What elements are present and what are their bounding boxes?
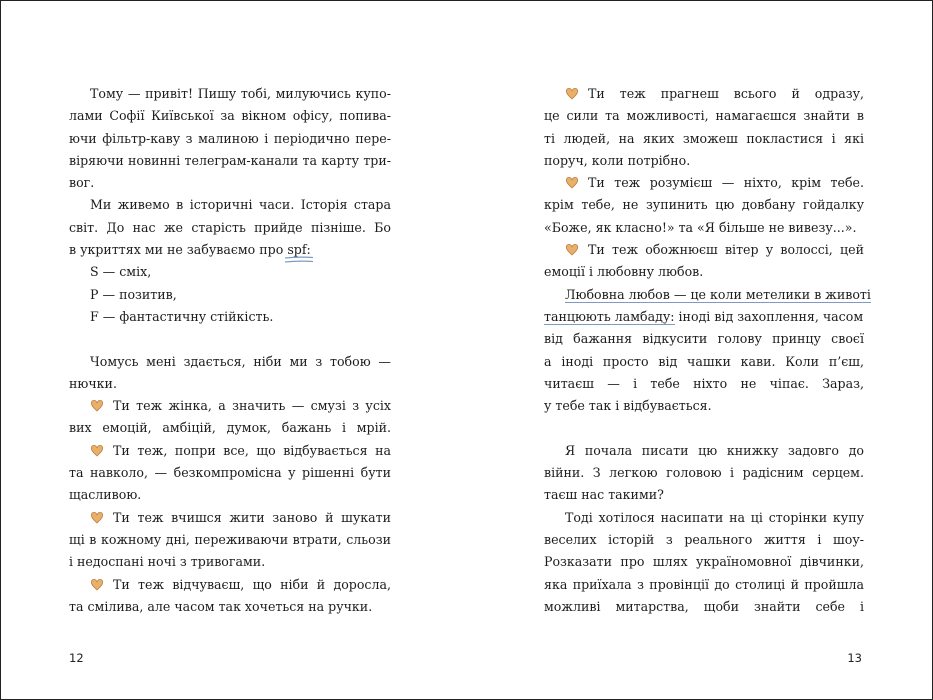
text-line: Тоді хотілося насипати на ці сторінки купу xyxy=(565,509,864,525)
heart-icon xyxy=(90,444,104,457)
text-fragment: Ти теж розумієш — ніхто, крім тебе. xyxy=(588,175,864,191)
text-fragment: spf: xyxy=(287,242,311,258)
text-line: емоції і любовну любов. xyxy=(544,264,704,280)
text-line: від бажання відкусити голову принцу своєї xyxy=(544,331,864,347)
text-fragment: Ти теж обожнюєш вітер у волоссі, цей xyxy=(588,242,864,258)
bullet-line xyxy=(544,83,864,105)
double-underline-icon xyxy=(284,256,314,264)
blank-line xyxy=(69,328,391,350)
text-line: та навколо, — безкомпромісна у рішенні бути xyxy=(69,465,391,481)
text-line: щі в кожному дні, переживаючи втрати, сльози xyxy=(69,531,391,547)
text-fragment: іноді від захоплення, часом xyxy=(674,308,864,324)
text-line: віряючи новинні телеграм-канали та карту три- xyxy=(69,152,391,168)
text-line: P — позитив, xyxy=(90,286,177,302)
text-line: світ. До нас же старість прийде пізніше. Бо xyxy=(69,219,391,235)
bullet-line xyxy=(69,507,391,529)
text-line: і недоспані ночі з тривогами. xyxy=(69,554,266,570)
text-line: Тому — привіт! Пишу тобі, милуючись купо- xyxy=(90,86,391,101)
text-line: таєш нас такими? xyxy=(544,487,664,503)
left-page-text xyxy=(69,83,391,618)
bullet-line xyxy=(69,395,391,417)
text-line: крім тебе, не зупинить цю довбану гойдалку xyxy=(544,197,864,213)
heart-icon xyxy=(565,243,579,256)
text-line: «Боже, як класно!» та «Я більше не вивезу...». xyxy=(544,219,857,235)
heart-icon xyxy=(565,176,579,189)
text-line xyxy=(544,306,864,328)
text-fragment: Ти теж вчишся жити заново й шукати xyxy=(113,509,391,525)
text-line: поруч, коли потрібно. xyxy=(544,152,691,168)
text-line: вог. xyxy=(69,175,95,191)
heart-icon xyxy=(90,578,104,591)
text-fragment: Ти теж, попри все, що відбувається на xyxy=(113,442,391,458)
text-line: нючки. xyxy=(69,375,117,391)
text-line: ючи фільтр-каву з малиною і періодично пере- xyxy=(69,130,391,146)
text-line xyxy=(69,239,391,261)
right-page xyxy=(467,1,932,699)
text-line: війни. З легкою головою і радісним серцем. xyxy=(544,465,864,481)
page-number: 13 xyxy=(847,651,862,665)
text-line: Чомусь мені здається, ніби ми з тобою — xyxy=(90,353,391,369)
underlined-text: Любовна любов — це коли метелики в животі xyxy=(565,286,871,302)
text-line: Розказати про шлях україномовної дівчинки, xyxy=(544,554,864,570)
blank-line xyxy=(544,417,864,439)
text-line: читаєш — і тебе ніхто не чіпає. Зараз, xyxy=(544,375,864,391)
text-fragment: Ти теж відчуваєш, що ніби й доросла, xyxy=(113,576,391,592)
text-line: яка приїхала з провінції до столиці й пройшла xyxy=(544,576,864,592)
text-line: можливі митарства, щоби знайти себе і xyxy=(544,598,864,614)
text-line: веселих історій з реального життя і шоу- xyxy=(544,531,864,547)
text-line: Я почала писати цю книжку задовго до xyxy=(565,442,864,458)
text-line: вих емоцій, амбіцій, думок, бажань і мрій. xyxy=(69,420,391,436)
bullet-line xyxy=(544,239,864,261)
text-line: ті людей, на яких зможеш покластися і які xyxy=(544,130,864,146)
page-number: 12 xyxy=(69,651,84,665)
text-line: F — фантастичну стійкість. xyxy=(90,308,274,324)
text-fragment: в укриттях ми не забуваємо про xyxy=(69,242,288,258)
underlined-line xyxy=(544,284,871,306)
bullet-line xyxy=(544,172,864,194)
text-line: лами Софії Київської за вікном офісу, попива- xyxy=(69,108,391,124)
left-page xyxy=(1,1,467,699)
text-line: у тебе так і відбувається. xyxy=(544,398,712,414)
spf-term xyxy=(287,239,310,261)
heart-icon xyxy=(90,511,104,524)
bullet-line xyxy=(69,440,391,462)
bullet-line xyxy=(69,574,391,596)
text-fragment: Ти теж прагнеш всього й одразу, xyxy=(588,86,864,101)
text-line: щасливою. xyxy=(69,487,142,503)
text-line: а іноді просто від чашки кави. Коли п’єш, xyxy=(544,353,864,369)
right-page-text xyxy=(544,83,871,618)
text-line: та смілива, але часом так хочеться на ручки. xyxy=(69,598,373,614)
heart-icon xyxy=(90,399,104,412)
text-line: S — сміх, xyxy=(90,264,152,280)
heart-icon xyxy=(565,87,579,100)
text-line: Ми живемо в історичні часи. Історія стара xyxy=(90,197,391,213)
text-fragment: Ти теж жінка, а значить — смузі з усіх xyxy=(113,398,391,414)
text-line: це сили та можливості, намагаєшся знайти в xyxy=(544,108,864,124)
underlined-text: танцюють ламбаду: xyxy=(544,308,675,324)
